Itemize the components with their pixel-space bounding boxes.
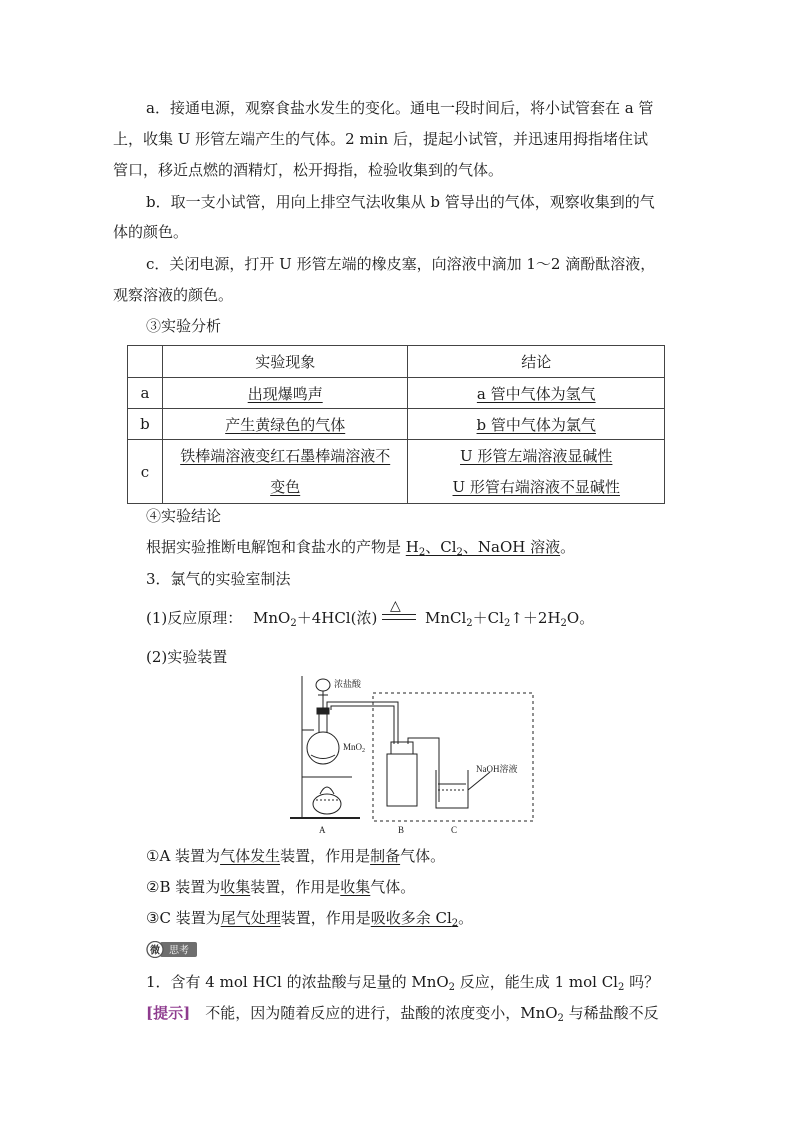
reactant-mno2: MnO: [253, 609, 291, 627]
burner-flame: [320, 787, 334, 794]
para-a-line-3: 管口，移近点燃的酒精灯，松开拇指，检验收集到的气体。: [113, 161, 504, 179]
tube-a-to-b: [327, 702, 398, 744]
table-row: [128, 409, 665, 440]
row-label: a: [128, 378, 163, 409]
table-header-conclusion: 结论: [408, 346, 665, 378]
role-b-function: 收集: [340, 878, 371, 896]
table-row: [128, 378, 665, 409]
row-conclusion: a 管中气体为氢气: [476, 384, 596, 403]
role-b: [146, 877, 415, 897]
row-phenomenon: 产生黄绿色的气体: [225, 415, 346, 434]
conclusion-prefix: 根据实验推断电解饱和食盐水的产物是: [146, 538, 406, 556]
para-b-line-2: 体的颜色。: [113, 223, 189, 241]
beaker-c: [436, 770, 468, 808]
role-a-function: 制备: [370, 847, 401, 865]
table-header-phenomenon: 实验现象: [162, 346, 408, 378]
reactant-hcl: ＋4HCl(浓): [296, 609, 378, 627]
role-a-type: 气体发生: [220, 847, 281, 865]
row-phenomenon-line-2: 变色: [270, 477, 301, 496]
row-phenomenon: 出现爆鸣声: [247, 384, 323, 403]
role-b-type: 收集: [220, 878, 251, 896]
flask-liquid: [311, 755, 335, 759]
equals-line-top: [382, 614, 416, 615]
label-b: B: [398, 825, 405, 835]
dashed-box: [373, 693, 533, 821]
product-h2o: ↑＋2H: [510, 609, 561, 627]
equals-line-bottom: [382, 619, 416, 620]
product-h: H: [405, 538, 419, 556]
role-c-function: 吸收多余 $Cl_2$: [370, 909, 459, 929]
hint-line: [提示] 不能，因为随着反应的进行，盐酸的浓度变小，MnO$_2$ 与稀盐酸不反: [146, 1004, 659, 1024]
label-mno2: MnO$_2$: [343, 742, 366, 754]
tube-a-to-b-inner: [331, 706, 394, 744]
conclusion-sentence: [146, 537, 575, 557]
row-label: b: [128, 409, 163, 440]
label-acid: 浓盐酸: [334, 679, 362, 689]
section-3-title: 3．氯气的实验室制法: [146, 570, 291, 588]
product-h2o-sub: 2: [560, 618, 567, 629]
reaction-left: [253, 608, 377, 628]
role-c: [146, 908, 473, 928]
product-mncl2-sub: 2: [466, 618, 473, 629]
product-naoh: 、NaOH 溶液: [462, 538, 561, 556]
conclusion-products: [406, 538, 560, 556]
role-a: [146, 846, 445, 866]
table-row: [128, 440, 665, 504]
hint-text: 不能，因为随着反应的进行，盐酸的浓度变小，MnO: [190, 1004, 558, 1022]
row-conclusion-line-1: U 形管左端溶液显碱性: [460, 446, 613, 465]
row-phenomenon-line-1: 铁棒端溶液变红石墨棒端溶液不: [180, 446, 391, 465]
product-cl: 、Cl: [425, 538, 457, 556]
product-mncl2: MnCl: [425, 609, 467, 627]
apparatus-diagram: [290, 672, 540, 840]
reaction-label: (1)反应原理：: [146, 609, 243, 627]
role-c-prefix: ③C 装置为: [146, 909, 221, 927]
role-a-tail: 气体。: [400, 847, 446, 865]
role-c-tail: 。: [458, 909, 474, 927]
role-a-mid: 装置，作用是: [280, 847, 371, 865]
para-c-line-2: 观察溶液的颜色。: [113, 286, 234, 304]
funnel-bulb: [316, 679, 330, 691]
product-cl2-sub: 2: [503, 618, 511, 629]
conclusion-end: 。: [560, 538, 576, 556]
hint-tag: [提示]: [146, 1004, 191, 1022]
product-cl-sub: 2: [456, 547, 463, 558]
analysis-table: [127, 345, 665, 504]
product-h2o-end: O。: [566, 609, 595, 627]
apparatus-heading: (2)实验装置: [146, 648, 228, 666]
heat-condition: △: [390, 598, 401, 614]
label-c: C: [451, 825, 458, 835]
role-b-mid: 装置，作用是: [250, 878, 341, 896]
bottle-b: [387, 754, 417, 806]
reactant-mno2-sub: 2: [290, 618, 297, 629]
label-a: A: [319, 825, 326, 835]
table-header-empty: [128, 346, 163, 378]
table-header-row: [128, 346, 665, 378]
badge-char: 微: [150, 945, 160, 957]
row-conclusion-line-2: U 形管右端溶液不显碱性: [452, 477, 620, 496]
para-a-line-1: a．接通电源，观察食盐水发生的变化。通电一段时间后，将小试管套在 a 管: [146, 99, 654, 117]
para-c-line-1: c．关闭电源，打开 U 形管左端的橡皮塞，向溶液中滴加 1～2 滴酚酞溶液，: [146, 255, 656, 273]
burner-body: [313, 794, 341, 814]
naoh-pointer: [468, 772, 490, 790]
think-badge: [146, 941, 198, 958]
row-conclusion: b 管中气体为氯气: [476, 415, 596, 434]
role-c-mid: 装置，作用是: [280, 909, 371, 927]
role-b-prefix: ②B 装置为: [146, 878, 221, 896]
role-a-prefix: ①A 装置为: [146, 847, 221, 865]
analysis-heading: ③实验分析: [146, 317, 222, 335]
conclusion-heading: ④实验结论: [146, 507, 222, 525]
para-b-line-1: b．取一支小试管，用向上排空气法收集从 b 管导出的气体，观察收集到的气: [146, 193, 655, 211]
label-naoh: NaOH溶液: [476, 764, 518, 774]
para-a-line-2: 上，收集 U 形管左端产生的气体。2 min 后，提起小试管，并迅速用拇指堵住试: [113, 130, 648, 148]
role-c-type: 尾气处理: [220, 909, 281, 927]
product-cl2: ＋Cl: [472, 609, 504, 627]
badge-text: 思考: [169, 945, 189, 957]
flask-body: [307, 732, 339, 764]
product-h-sub: 2: [418, 547, 426, 558]
reaction-right: [425, 608, 594, 628]
role-b-tail: 气体。: [370, 878, 416, 896]
row-label: c: [128, 440, 163, 504]
question-1: 1．含有 4 mol HCl 的浓盐酸与足量的 MnO$_2$ 反应，能生成 1 mol $Cl_2$ 吗？: [146, 973, 660, 993]
